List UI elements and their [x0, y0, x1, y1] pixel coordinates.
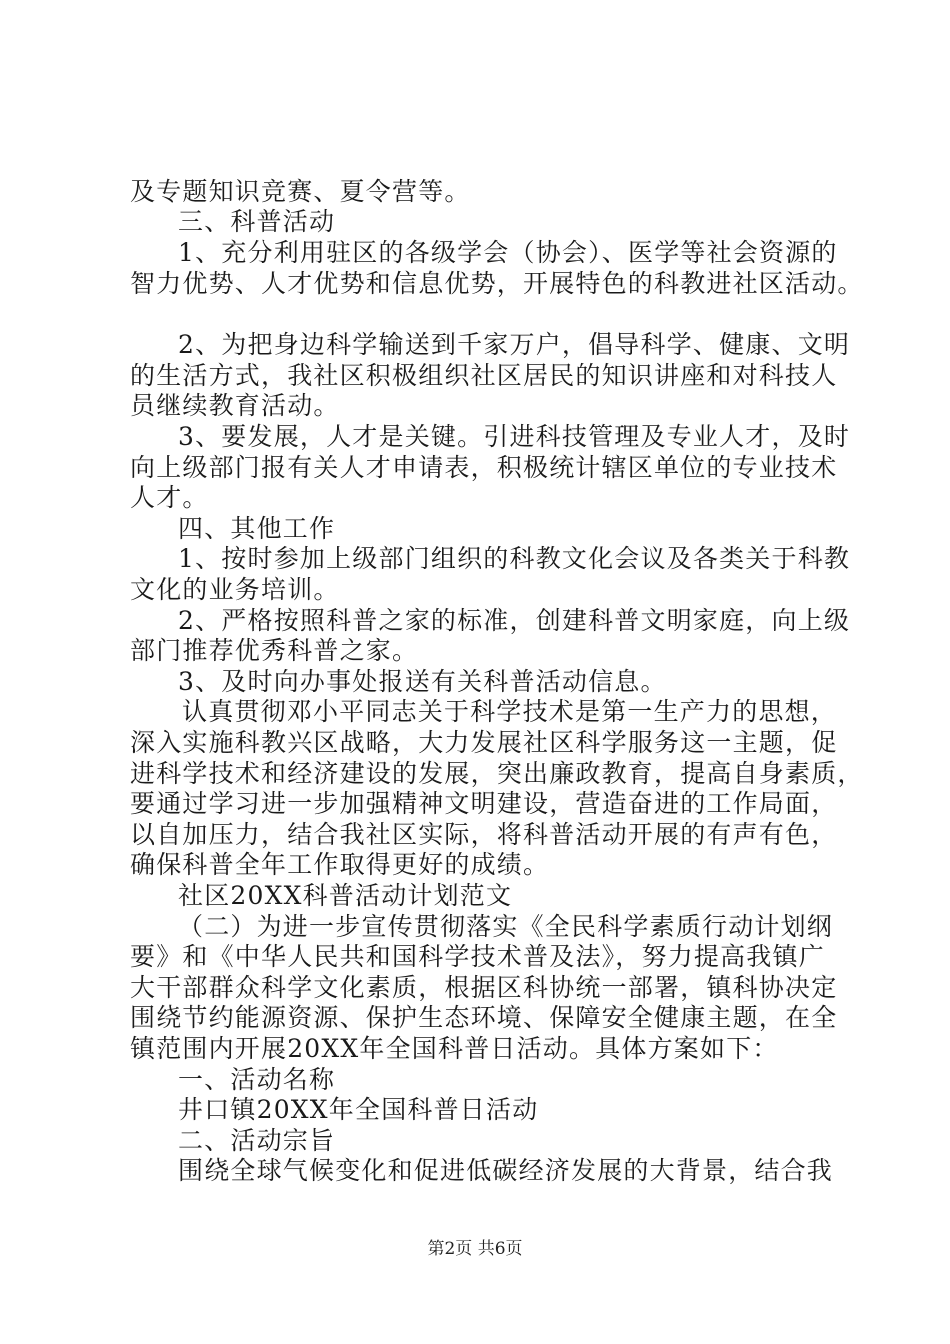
- text-line-18: 深入实施科教兴区战略，大力发展社区科学服务这一主题，促: [130, 728, 838, 757]
- text-line-10: 人才。: [130, 483, 209, 512]
- text-line-17: 认真贯彻邓小平同志关于科学技术是第一生产力的思想，: [182, 697, 838, 726]
- text-line-9: 向上级部门报有关人才申请表，积极统计辖区单位的专业技术: [130, 453, 838, 482]
- text-line-12: 1、按时参加上级部门组织的科教文化会议及各类关于科教: [178, 544, 851, 573]
- section-heading-3: 三、科普活动: [178, 207, 336, 236]
- text-line-25: 要》和《中华人民共和国科学技术普及法》，努力提高我镇广: [130, 942, 825, 971]
- text-line-4: 智力优势、人才优势和信息优势，开展特色的科教进社区活动。: [130, 269, 864, 298]
- text-line-1: 及专题知识竞赛、夏令营等。: [130, 177, 471, 206]
- text-line-19: 进科学技术和经济建设的发展，突出廉政教育，提高自身素质，: [130, 759, 864, 788]
- text-line-3: 1、充分利用驻区的各级学会（协会）、医学等社会资源的: [178, 238, 838, 267]
- text-line-24: （二）为进一步宣传贯彻落实《全民科学素质行动计划纲: [178, 912, 834, 941]
- text-line-27: 围绕节约能源资源、保护生态环境、保障安全健康主题，在全: [130, 1003, 838, 1032]
- text-line-28: 镇范围内开展20XX年全国科普日活动。具体方案如下：: [130, 1034, 779, 1063]
- text-line-8: 3、要发展，人才是关键。引进科技管理及专业人才，及时: [178, 422, 851, 451]
- page-number-footer: 第2页 共6页: [427, 1239, 523, 1259]
- text-line-5: 2、为把身边科学输送到千家万户，倡导科学、健康、文明: [178, 330, 851, 359]
- text-line-32: 围绕全球气候变化和促进低碳经济发展的大背景，结合我: [178, 1156, 834, 1185]
- text-line-6: 的生活方式，我社区积极组织社区居民的知识讲座和对科技人: [130, 361, 838, 390]
- text-line-26: 大干部群众科学文化素质，根据区科协统一部署，镇科协决定: [130, 973, 838, 1002]
- text-line-15: 部门推荐优秀科普之家。: [130, 636, 419, 665]
- section-heading-4: 四、其他工作: [178, 514, 336, 543]
- document-title: 社区20XX科普活动计划范文: [178, 881, 513, 910]
- text-line-22: 确保科普全年工作取得更好的成绩。: [130, 850, 550, 879]
- text-line-20: 要通过学习进一步加强精神文明建设，营造奋进的工作局面，: [130, 789, 838, 818]
- text-line-7: 员继续教育活动。: [130, 391, 340, 420]
- text-line-16: 3、及时向办事处报送有关科普活动信息。: [178, 667, 667, 696]
- text-line-14: 2、严格按照科普之家的标准，创建科普文明家庭，向上级: [178, 606, 851, 635]
- text-line-21: 以自加压力，结合我社区实际，将科普活动开展的有声有色，: [130, 820, 838, 849]
- section-heading-1: 一、活动名称: [178, 1065, 336, 1094]
- text-line-30: 井口镇20XX年全国科普日活动: [178, 1095, 539, 1124]
- section-heading-2: 二、活动宗旨: [178, 1126, 336, 1155]
- text-line-13: 文化的业务培训。: [130, 575, 340, 604]
